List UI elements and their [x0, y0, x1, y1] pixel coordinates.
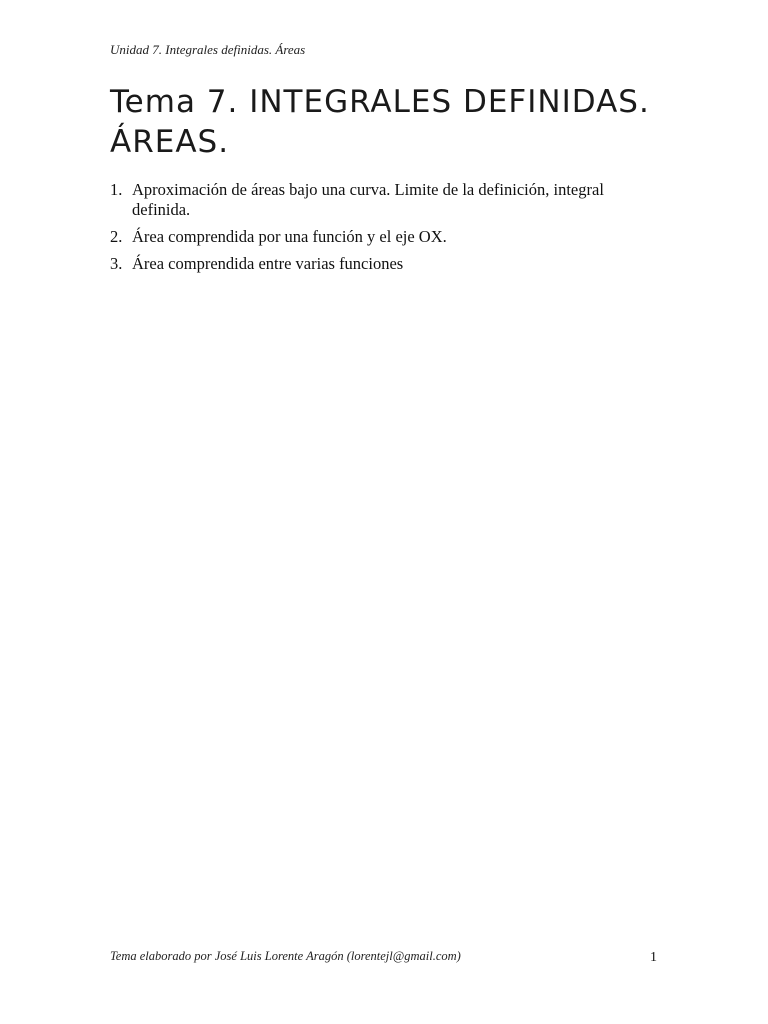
list-item: [110, 254, 650, 274]
list-item: [110, 227, 650, 247]
page-title: [110, 82, 710, 162]
list-item-text: Aproximación de áreas bajo una curva. Limite de la definición, integral definida.: [132, 180, 604, 219]
list-item-number: 1.: [110, 180, 123, 199]
list-item-number: 3.: [110, 254, 123, 273]
list-item-text: Área comprendida por una función y el eje OX.: [132, 227, 447, 246]
title-line-2: ÁREAS.: [110, 124, 230, 160]
footer-credit: Tema elaborado por José Luis Lorente Aragón (lorentejl@gmail.com): [110, 949, 461, 963]
table-of-contents: [110, 180, 650, 281]
list-item-text: Área comprendida entre varias funciones: [132, 254, 404, 273]
list-item: [110, 180, 650, 220]
list-item-number: 2.: [110, 227, 123, 246]
page-number: 1: [650, 950, 657, 965]
title-line-1: Tema 7. INTEGRALES DEFINIDAS.: [110, 84, 650, 120]
running-header: Unidad 7. Integrales definidas. Áreas: [110, 42, 306, 57]
